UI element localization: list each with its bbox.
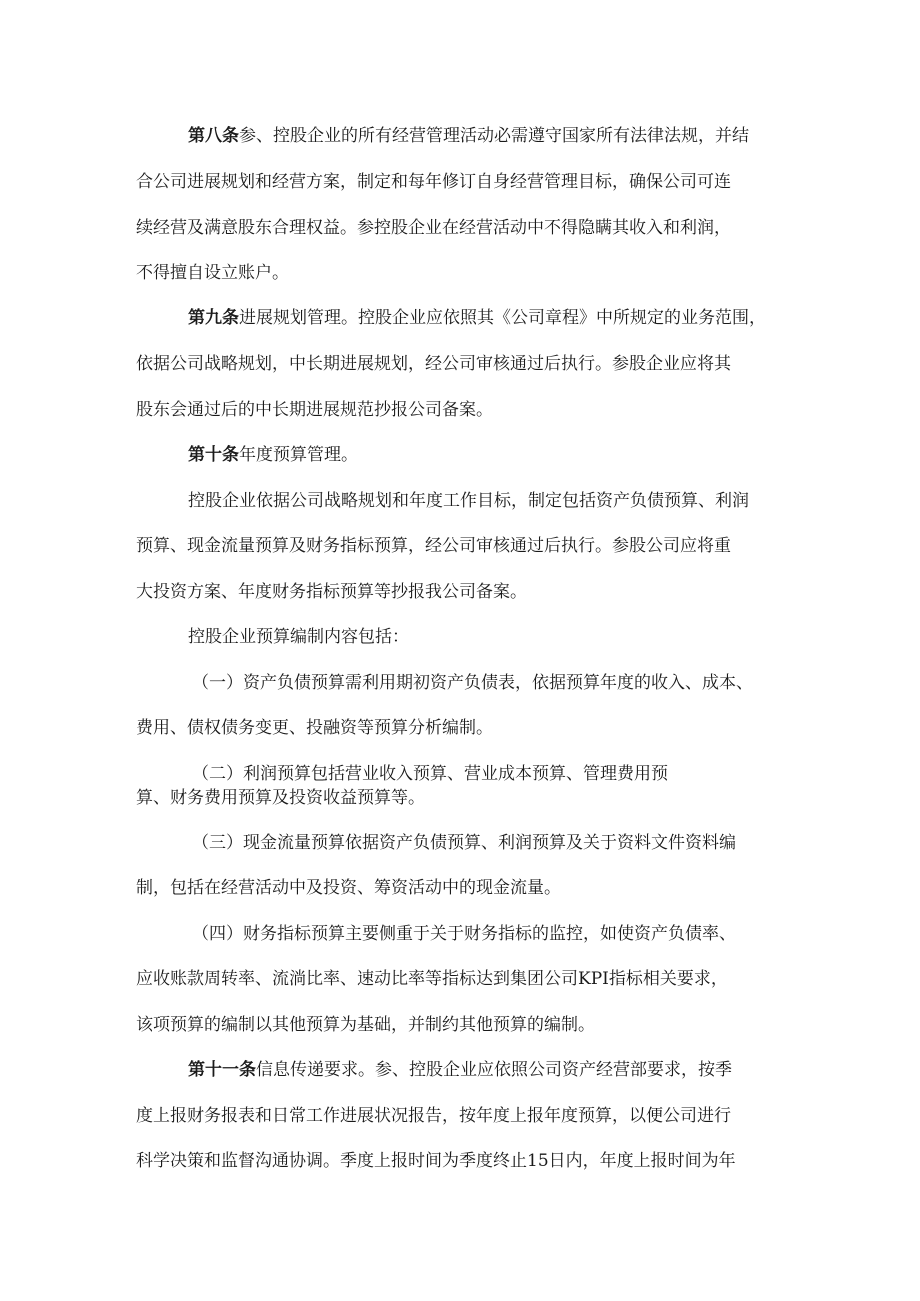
- item-2-line-1: （二）利润预算包括营业收入预算、营业成本预算、管理费用预: [192, 764, 668, 784]
- article-8-line-2: 合公司进展规划和经营方案，制定和每年修订自身经营管理目标，确保公司可连: [136, 172, 731, 192]
- article-11-heading: 第十一条: [188, 1060, 256, 1080]
- article-8-line-3: 续经营及满意股东合理权益。参控股企业在经营活动中不得隐瞒其收入和利润，: [136, 218, 731, 238]
- item-1-line-2: 费用、债权债务变更、投融资等预算分析编制。: [136, 718, 493, 738]
- article-10-para1-line-1: 控股企业依据公司战略规划和年度工作目标，制定包括资产负债预算、利润: [188, 491, 749, 511]
- item-4-line-1: （四）财务指标预算主要侧重于关于财务指标的监控，如使资产负债率、: [192, 924, 736, 944]
- item-4-line-3: 该项预算的编制以其他预算为基础，并制约其他预算的编制。: [136, 1015, 595, 1035]
- item-1-line-1: （一）资产负债预算需利用期初资产负债表，依据预算年度的收入、成本、: [192, 673, 753, 693]
- article-10-para1-line-2: 预算、现金流量预算及财务指标预算，经公司审核通过后执行。参股公司应将重: [136, 536, 731, 556]
- article-10-para2: 控股企业预算编制内容包括：: [188, 627, 409, 647]
- article-9-line-2: 依据公司战略规划，中长期进展规划，经公司审核通过后执行。参股企业应将其: [136, 354, 731, 374]
- article-10-heading: 第十条: [188, 445, 239, 465]
- article-9-line-1: 第九条进展规划管理。控股企业应依照其《公司章程》中所规定的业务范围，: [188, 308, 766, 328]
- article-8-line-1: 第八条参、控股企业的所有经营管理活动必需遵守国家所有法律法规，并结: [188, 126, 749, 146]
- item-4-line-2: 应收账款周转率、流淌比率、速动比率等指标达到集团公司KPI指标相关要求，: [136, 969, 728, 989]
- article-11-line-1: 第十一条信息传递要求。参、控股企业应依照公司资产经营部要求，按季: [188, 1060, 732, 1080]
- article-9-line-3: 股东会通过后的中长期进展规范抄报公司备案。: [136, 400, 493, 420]
- article-8-heading: 第八条: [188, 126, 239, 146]
- article-10-para1-line-3: 大投资方案、年度财务指标预算等抄报我公司备案。: [136, 582, 527, 602]
- article-10-title: 第十条年度预算管理。: [188, 445, 358, 465]
- article-11-line-3: 科学决策和监督沟通协调。季度上报时间为季度终止15日内，年度上报时间为年: [136, 1151, 736, 1171]
- item-2-line-2: 算、财务费用预算及投资收益预算等。: [136, 788, 425, 808]
- item-3-line-2: 制，包括在经营活动中及投资、筹资活动中的现金流量。: [136, 878, 561, 898]
- article-8-line-4: 不得擅自设立账户。: [136, 263, 289, 283]
- article-9-heading: 第九条: [188, 308, 239, 328]
- item-3-line-1: （三）现金流量预算依据资产负债预算、利润预算及关于资料文件资料编: [192, 833, 736, 853]
- article-11-line-2: 度上报财务报表和日常工作进展状况报告，按年度上报年度预算，以便公司进行: [136, 1106, 731, 1126]
